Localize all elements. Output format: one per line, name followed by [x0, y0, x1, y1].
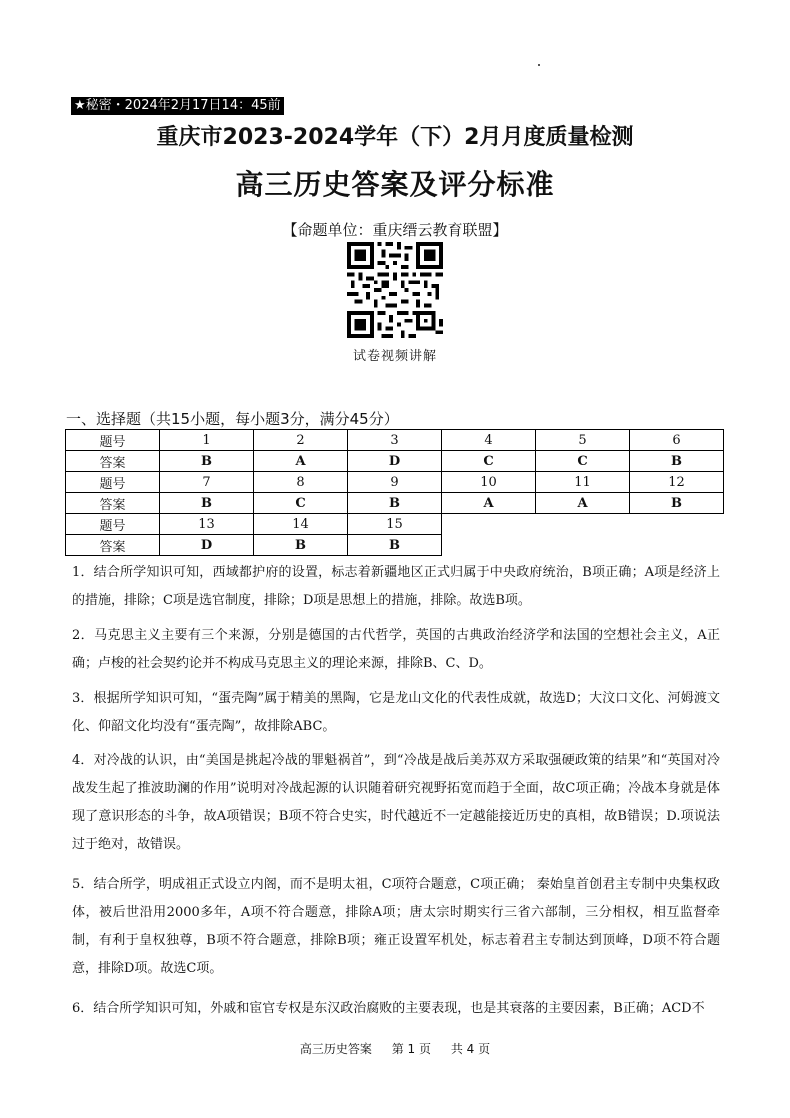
document-title: 高三历史答案及评分标准 [235, 168, 555, 201]
issuing-unit: 【命题单位：重庆缙云教育联盟】 [282, 221, 508, 239]
explanation-6: 6．结合所学知识可知，外戚和宦官专权是东汉政治腐败的主要表现，也是其衰落的主要因素，B正确；ACD不 [72, 1001, 705, 1016]
qr-code-icon[interactable] [347, 242, 443, 338]
question-number: 3 [348, 430, 442, 451]
empty-cell [536, 514, 630, 535]
section-title: 一、选择题（共15小题，每小题3分，满分45分） [66, 410, 399, 428]
question-number: 14 [254, 514, 348, 535]
empty-cell [442, 535, 536, 556]
answer-label: 答案 [66, 535, 160, 556]
exam-title: 重庆市2023-2024学年（下）2月月度质量检测 [156, 125, 634, 150]
question-number: 2 [254, 430, 348, 451]
question-number: 7 [160, 472, 254, 493]
question-number: 13 [160, 514, 254, 535]
answer-cell: B [348, 535, 442, 556]
question-number: 15 [348, 514, 442, 535]
answer-cell: B [630, 493, 724, 514]
table-row [66, 535, 724, 556]
answer-cell: C [442, 451, 536, 472]
answer-cell: D [348, 451, 442, 472]
empty-cell [536, 535, 630, 556]
table-row [66, 430, 724, 451]
question-label: 题号 [66, 514, 160, 535]
question-number: 9 [348, 472, 442, 493]
answer-table [65, 429, 724, 556]
secret-label: ★秘密・2024年2月17日14：45前 [71, 97, 284, 115]
answer-cell: A [254, 451, 348, 472]
question-number: 6 [630, 430, 724, 451]
empty-cell [630, 514, 724, 535]
question-number: 11 [536, 472, 630, 493]
question-number: 1 [160, 430, 254, 451]
answer-cell: B [160, 493, 254, 514]
answer-label: 答案 [66, 451, 160, 472]
table-row [66, 493, 724, 514]
answer-cell: B [348, 493, 442, 514]
table-row [66, 451, 724, 472]
answer-cell: D [160, 535, 254, 556]
answer-cell: B [630, 451, 724, 472]
question-number: 5 [536, 430, 630, 451]
empty-cell [630, 535, 724, 556]
explanation-5: 5．结合所学，明成祖正式设立内阁，而不是明太祖，C项符合题意，C项正确； 秦始皇首创君主专制中央集权政体，被后世沿用2000多年，A项不符合题意，排除A项；唐太宗时期实行三省六部制，三分相权，相互监督牵制，有利于皇权独尊，B项不符合题意，排除B项；雍正设置军机处，标志着君主专制达到顶峰，D项不符合题意，排除D项。故选C项。 [72, 877, 720, 976]
explanation-4: 4．对冷战的认识，由“美国是挑起冷战的罪魁祸首”，到“冷战是战后美苏双方采取强硬政策的结果”和“英国对冷战发生起了推波助澜的作用”说明对冷战起源的认识随着研究视野拓宽而趋于全面，故C项正确；冷战本身就是体现了意识形态的斗争，故A项错误；B项不符合史实，时代越近不一定越能接近历史的真相，故B错误；D.项说法过于绝对，故错误。 [72, 753, 720, 852]
question-number: 4 [442, 430, 536, 451]
question-number: 8 [254, 472, 348, 493]
footer-doc: 高三历史答案 [299, 1042, 372, 1056]
answer-cell: A [442, 493, 536, 514]
answer-label: 答案 [66, 493, 160, 514]
answer-cell: B [254, 535, 348, 556]
question-number: 10 [442, 472, 536, 493]
footer-total: 共 4 页 [450, 1042, 491, 1056]
table-row [66, 472, 724, 493]
answer-cell: B [160, 451, 254, 472]
question-label: 题号 [66, 472, 160, 493]
answer-cell: A [536, 493, 630, 514]
answer-cell: C [536, 451, 630, 472]
qr-caption: 试卷视频讲解 [352, 349, 437, 364]
question-number: 12 [630, 472, 724, 493]
question-label: 题号 [66, 430, 160, 451]
stray-dot [538, 64, 540, 66]
footer-page: 第 1 页 [391, 1042, 431, 1056]
explanation-2: 2．马克思主义主要有三个来源，分别是德国的古代哲学，英国的古典政治经济学和法国的空想社会主义，A正确；卢梭的社会契约论并不构成马克思主义的理论来源，排除B、C、D。 [72, 628, 720, 671]
table-row [66, 514, 724, 535]
empty-cell [442, 514, 536, 535]
page-footer [0, 1040, 790, 1057]
explanation-1: 1．结合所学知识可知，西域都护府的设置，标志着新疆地区正式归属于中央政府统治，B项正确；A项是经济上的措施，排除；C项是选官制度，排除；D项是思想上的措施，排除。故选B项。 [72, 565, 720, 608]
answer-cell: C [254, 493, 348, 514]
explanation-3: 3．根据所学知识可知，“蛋壳陶”属于精美的黑陶，它是龙山文化的代表性成就，故选D；大汶口文化、河姆渡文化、仰韶文化均没有“蛋壳陶”，故排除ABC。 [72, 691, 720, 734]
